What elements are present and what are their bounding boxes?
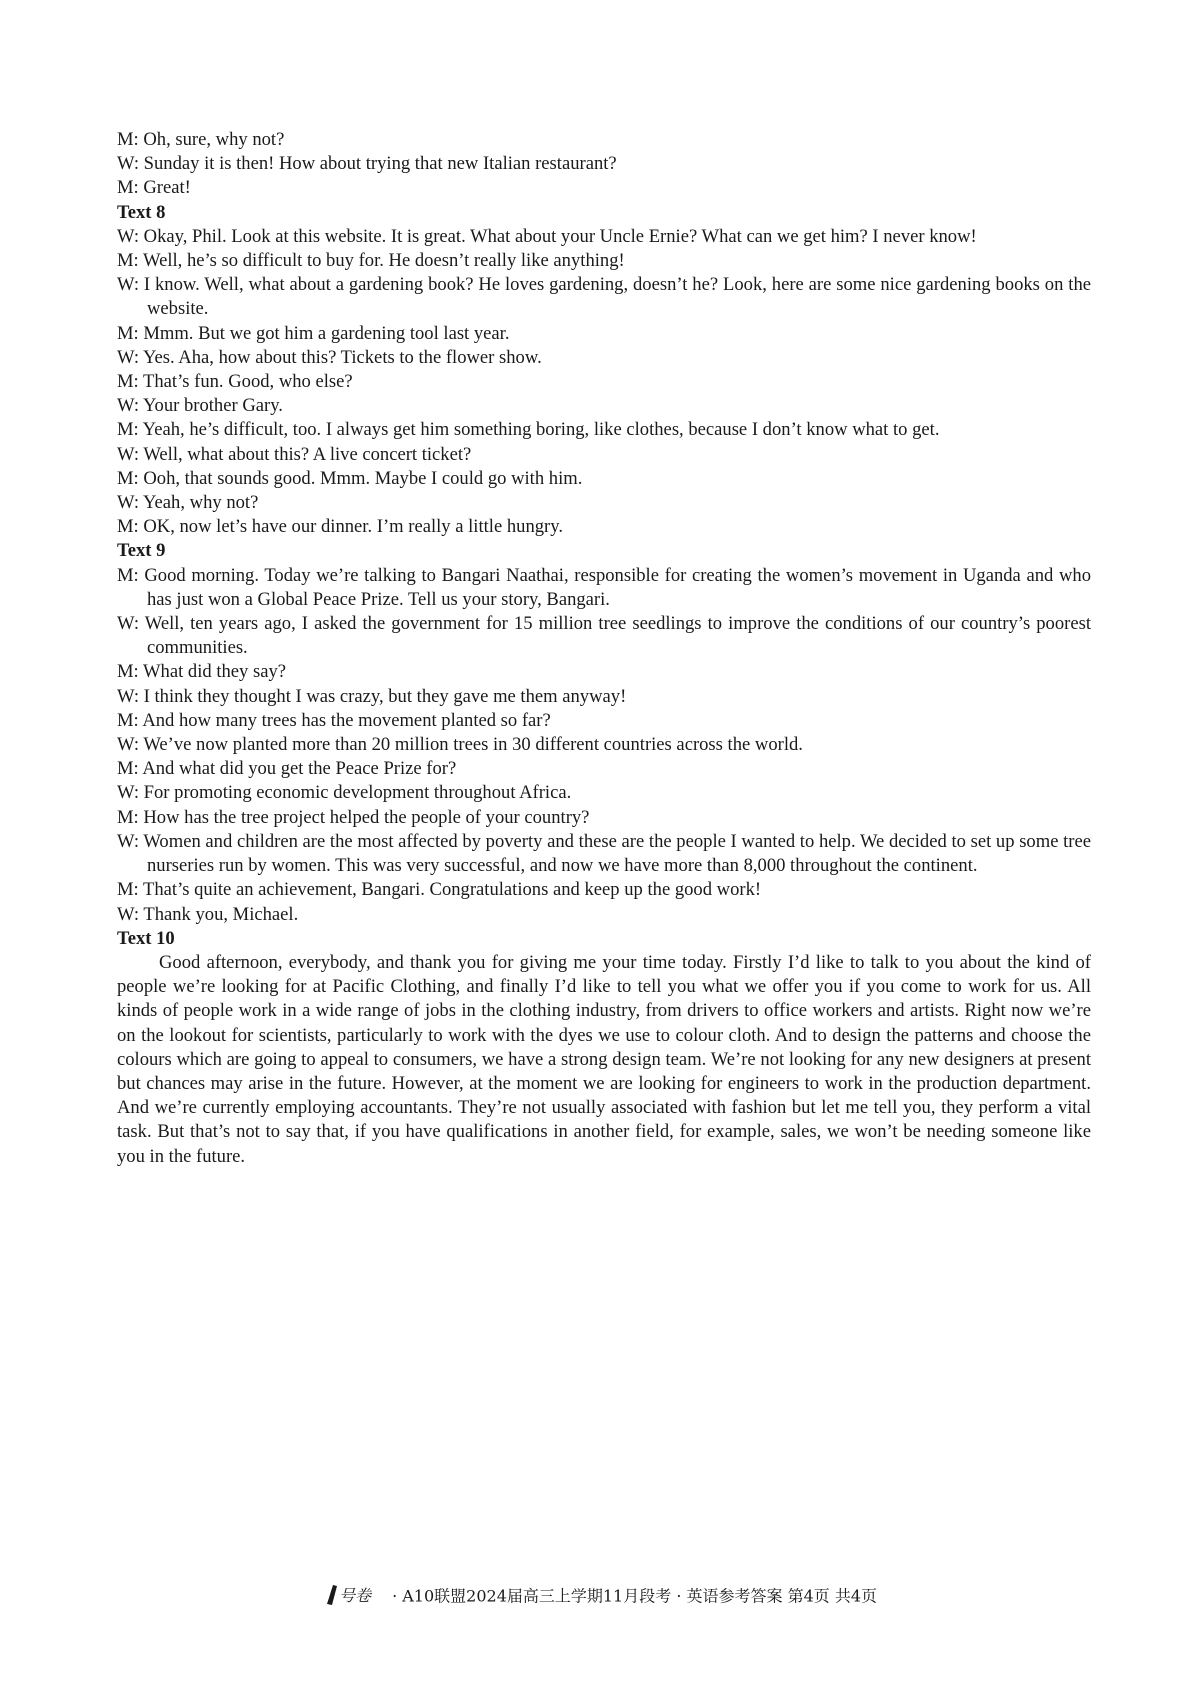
dialogue-line: M: Yeah, he’s difficult, too. I always get him something boring, like clothes, because I don’t know what to get. bbox=[117, 419, 940, 441]
dialogue-line: M: Ooh, that sounds good. Mmm. Maybe I could go with him. bbox=[117, 467, 583, 489]
dialogue-line: M: What did they say? bbox=[117, 661, 287, 683]
dialogue-line: W: Thank you, Michael. bbox=[117, 903, 299, 925]
dialogue-line: M: That’s quite an achievement, Bangari. Congratulations and keep up the good work! bbox=[117, 879, 762, 901]
dialogue-line: W: Your brother Gary. bbox=[117, 395, 283, 417]
section-heading: Text 8 bbox=[117, 201, 166, 223]
dialogue-line: W: Yes. Aha, how about this? Tickets to the flower show. bbox=[117, 346, 542, 368]
logo-text: 号卷 bbox=[338, 1586, 371, 1605]
publisher-logo-icon bbox=[323, 1582, 381, 1612]
footer-text: · A10联盟2024届高三上学期11月段考 · 英语参考答案 第4页 共4页 bbox=[392, 1586, 878, 1606]
dialogue-line: W: Well, ten years ago, I asked the government for 15 million tree seedlings to improve the conditions of our country’s poorest communities. bbox=[117, 613, 1091, 659]
dialogue-line: M: And what did you get the Peace Prize for? bbox=[117, 758, 457, 780]
monologue-paragraph: Good afternoon, everybody, and thank you for giving me your time today. Firstly I’d like to talk to you about the kind of people we’re looking for at Pacific Clothing, and finally I’d like to tell you what we offer you if you come to work for us. All kinds of people work in a wide range of jobs in the clothing industry, from drivers to office workers and artists. Right now we’re on the lookout for scientists, particularly to work with the dyes we use to colour cloth. And to design the patterns and choose the colours which are going to appeal to consumers, we have a strong design team. We’re not looking for any new designers at present but chances may arise in the future. However, at the moment we are looking for engineers to work in the production department. And we’re currently employing accountants. They’re not usually associated with fashion but let me tell you, they perform a vital task. But that’s not to say that, if you have qualifications in another field, for example, sales, we won’t be needing someone like you in the future. bbox=[117, 951, 1091, 1167]
dialogue-line: W: For promoting economic development throughout Africa. bbox=[117, 782, 572, 804]
dialogue-line: M: Mmm. But we got him a gardening tool last year. bbox=[117, 322, 510, 344]
dialogue-line: W: Yeah, why not? bbox=[117, 492, 259, 514]
dialogue-line: M: OK, now let’s have our dinner. I’m really a little hungry. bbox=[117, 516, 563, 538]
dialogue-line: W: Women and children are the most affected by poverty and these are the people I wanted to help. We decided to set up some tree nurseries run by women. This was very successful, and now we have more than 8,000 throughout the continent. bbox=[117, 830, 1091, 877]
section-heading: Text 10 bbox=[117, 927, 175, 949]
dialogue-line: W: I know. Well, what about a gardening book? He loves gardening, doesn’t he? Look, here are some nice gardening books on the website. bbox=[117, 274, 1091, 320]
dialogue-line: W: Okay, Phil. Look at this website. It is great. What about your Uncle Ernie? What can we get him? I never know! bbox=[117, 225, 977, 247]
dialogue-line: M: Oh, sure, why not? bbox=[117, 129, 285, 150]
dialogue-line: M: How has the tree project helped the people of your country? bbox=[117, 806, 590, 828]
page-footer bbox=[0, 1582, 1200, 1612]
dialogue-line: W: Well, what about this? A live concert ticket? bbox=[117, 443, 472, 465]
dialogue-line: M: That’s fun. Good, who else? bbox=[117, 371, 353, 393]
dialogue-line: W: Sunday it is then! How about trying that new Italian restaurant? bbox=[117, 153, 617, 175]
dialogue-line: M: Great! bbox=[117, 177, 191, 199]
document-body bbox=[117, 128, 1091, 1169]
section-heading: Text 9 bbox=[117, 540, 166, 562]
dialogue-line: W: We’ve now planted more than 20 million trees in 30 different countries across the world. bbox=[117, 734, 803, 756]
dialogue-line: W: I think they thought I was crazy, but they gave me them anyway! bbox=[117, 685, 627, 707]
dialogue-line: M: Good morning. Today we’re talking to Bangari Naathai, responsible for creating the women’s movement in Uganda and who has just won a Global Peace Prize. Tell us your story, Bangari. bbox=[117, 564, 1091, 610]
dialogue-line: M: And how many trees has the movement planted so far? bbox=[117, 709, 551, 731]
dialogue-line: M: Well, he’s so difficult to buy for. He doesn’t really like anything! bbox=[117, 250, 625, 272]
